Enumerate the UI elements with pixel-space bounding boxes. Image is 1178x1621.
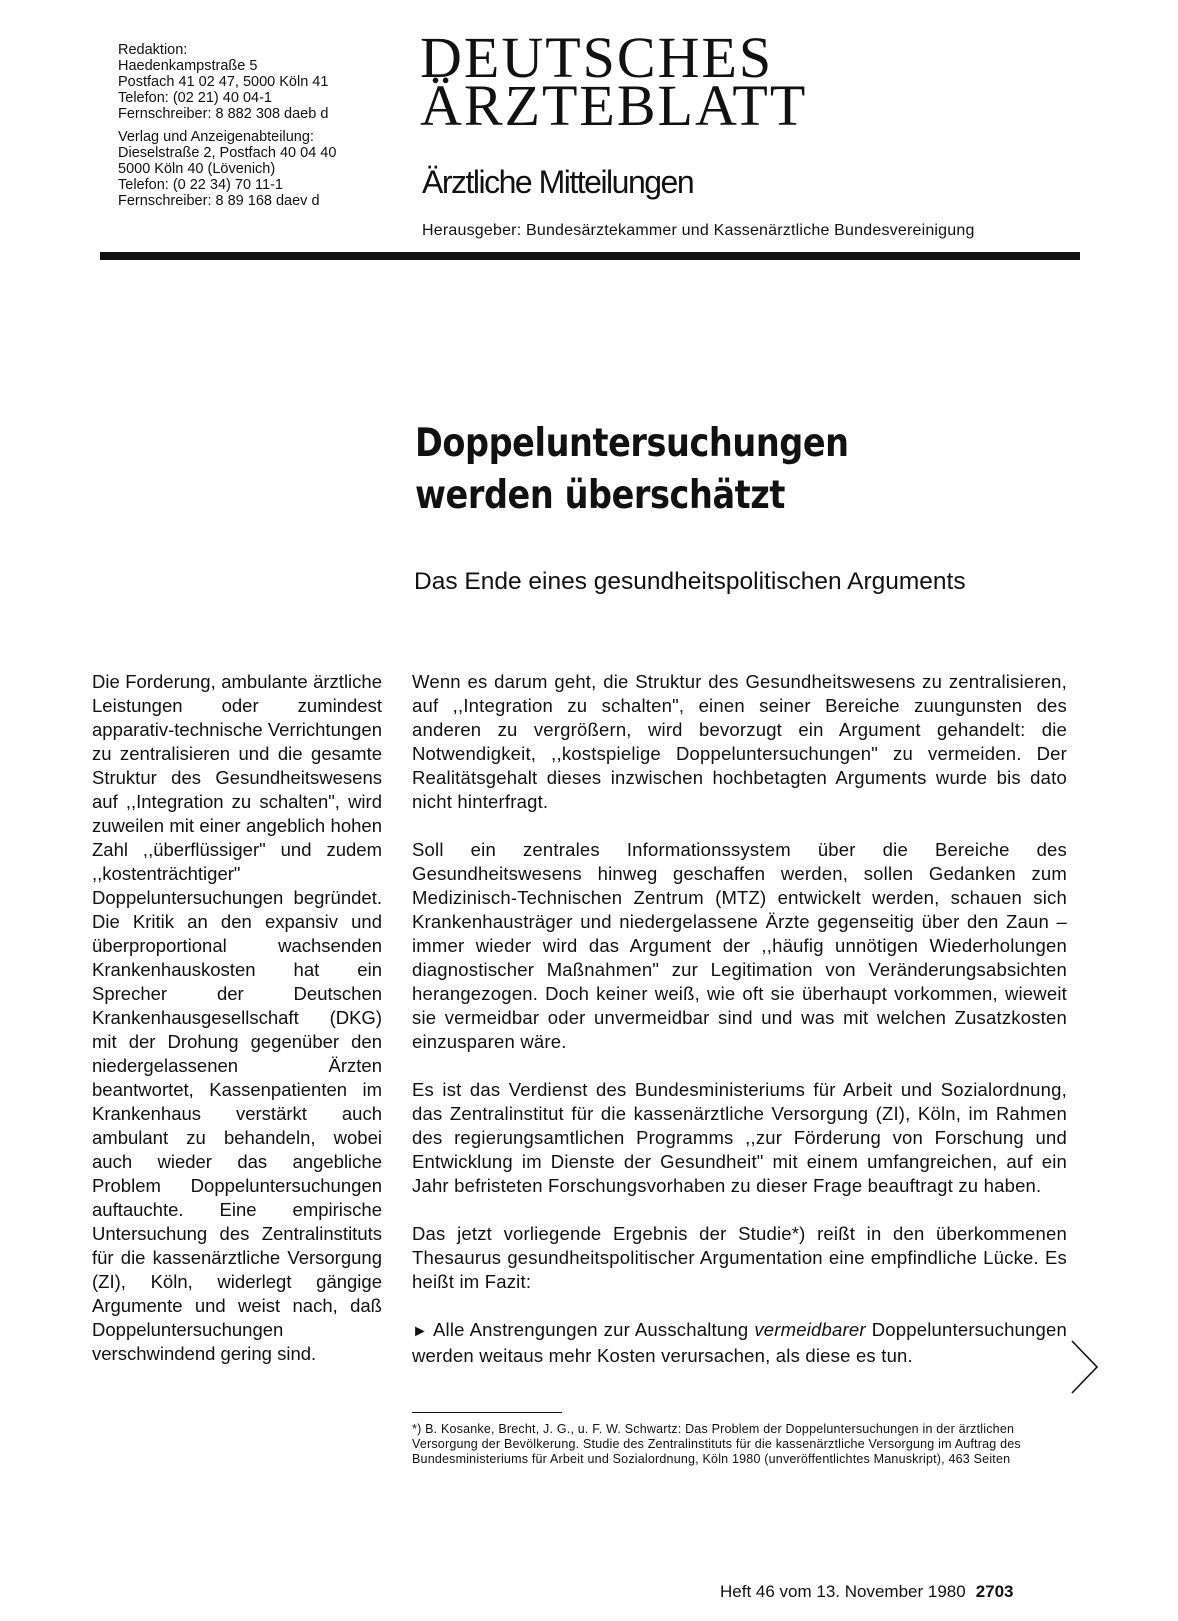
redaktion-line: Redaktion:: [118, 42, 188, 58]
body-paragraph: Das jetzt vorliegende Ergebnis der Studie*) reißt in den überkommenen Thesaurus gesundheitspolitischer Argumentation eine empfindliche Lücke. Es heißt im Fazit:: [412, 1223, 1067, 1292]
article-body: [412, 670, 1067, 1368]
redaktion-block: [118, 42, 418, 122]
masthead-contact: [118, 42, 418, 209]
page-footer: [720, 1582, 1014, 1602]
verlag-line: Telefon: (0 22 34) 70 11-1: [118, 177, 283, 193]
headline-line1: Doppeluntersuchungen: [415, 421, 849, 466]
redaktion-line: Postfach 41 02 47, 5000 Köln 41: [118, 74, 329, 90]
redaktion-line: Telefon: (02 21) 40 04-1: [118, 90, 272, 106]
journal-title-line2: ÄRZTEBLATT: [420, 73, 808, 138]
fazit-post: Doppeluntersuchungen werden weitaus mehr Kosten verursachen, als diese es tun.: [412, 1319, 1068, 1366]
body-paragraph: Soll ein zentrales Informationssystem über die Bereiche des Gesundheitswesens hinweg geschaffen werden, sollen Gedanken zum Medizinisch-Technischen Zentrum (MTZ) entwickelt werden, schauen sich Krankenhausträger und niedergelassene Ärzte gegenseitig über den Zaun – immer wieder wird das Argument der ,,häufig unnötigen Wiederholungen diagnostischer Maßnahmen" zur Legitimation von Veränderungsabsichten herangezogen. Doch keiner weiß, wie oft sie überhaupt vorkommen, wieweit sie vermeidbar oder unvermeidbar sind und was mit welchen Zusatzkosten einzusparen wäre.: [412, 839, 1067, 1052]
journal-title: [420, 25, 808, 138]
journal-publisher: Herausgeber: Bundesärztekammer und Kassenärztliche Bundesvereinigung: [422, 222, 975, 239]
journal-subtitle: Ärztliche Mitteilungen: [422, 164, 694, 200]
continue-arrow-icon: [1070, 1339, 1100, 1395]
triangle-bullet-icon: ►: [412, 1323, 429, 1340]
verlag-line: Fernschreiber: 8 89 168 daev d: [118, 193, 320, 209]
body-paragraph: Es ist das Verdienst des Bundesministeriums für Arbeit und Sozialordnung, das Zentralinstitut für die kassenärztliche Versorgung (ZI), Köln, im Rahmen des regierungsamtlichen Programms ,,zur Förderung von Forschung und Entwicklung im Dienste der Gesundheit" mit einem umfangreichen, auf ein Jahr befristeten Forschungsvorhaben zu dieser Frage beauftragt zu haben.: [412, 1079, 1067, 1196]
verlag-line: Verlag und Anzeigenabteilung:: [118, 129, 314, 145]
redaktion-line: Haedenkampstraße 5: [118, 58, 258, 74]
headline-line2: werden überschätzt: [415, 473, 785, 518]
verlag-block: [118, 129, 418, 209]
footnote: *) B. Kosanke, Brecht, J. G., u. F. W. Schwartz: Das Problem der Doppeluntersuchungen in der ärztlichen Versorgung der Bevölkerung. Studie des Zentralinstituts für die kassenärztliche Versorgung im Auftrag des Bundesministeriums für Arbeit und Sozialordnung, Köln 1980 (unveröffentlichtes Manuskript), 463 Seiten: [412, 1422, 1021, 1466]
fazit-pre: Alle Anstrengungen zur Ausschaltung: [433, 1319, 749, 1340]
masthead-rule: [100, 252, 1080, 260]
issue-info: Heft 46 vom 13. November 1980: [720, 1582, 966, 1601]
fazit-quote: [412, 1318, 1067, 1368]
footnote-rule: [412, 1412, 562, 1413]
body-paragraph: Wenn es darum geht, die Struktur des Gesundheitswesens zu zentralisieren, auf ,,Integration zu schalten", einen seiner Bereiche zuungunsten des anderen zu vergrößern, wird bevorzugt ein Argument gehandelt: die Notwendigkeit, ,,kostspielige Doppeluntersuchungen" zu vermeiden. Der Realitätsgehalt dieses inzwischen hochbetagten Arguments wurde bis dato nicht hinterfragt.: [412, 671, 1067, 812]
verlag-line: Dieselstraße 2, Postfach 40 04 40: [118, 145, 337, 161]
article-lead: Die Forderung, ambulante ärztliche Leistungen oder zumindest apparativ-technische Verrichtungen zu zentralisieren und die gesamte Struktur des Gesundheitswesens auf ,,Integration zu schalten", wird zuweilen mit einer angeblich hohen Zahl ,,überflüssiger" und zudem ,,kostenträchtiger" Doppeluntersuchungen begründet. Die Kritik an den expansiv und überproportional wachsenden Krankenhauskosten hat ein Sprecher der Deutschen Krankenhausgesellschaft (DKG) mit der Drohung gegenüber den niedergelassenen Ärzten beantwortet, Kassenpatienten im Krankenhaus verstärkt auch ambulant zu behandeln, wobei auch wieder das angebliche Problem Doppeluntersuchungen auftauchte. Eine empirische Untersuchung des Zentralinstituts für die kassenärztliche Versorgung (ZI), Köln, widerlegt gängige Argumente und weist nach, daß Doppeluntersuchungen verschwindend gering sind.: [92, 671, 383, 1364]
article-headline: [415, 418, 1017, 522]
page-number: 2703: [975, 1582, 1014, 1601]
fazit-emphasis: vermeidbarer: [754, 1319, 866, 1340]
verlag-line: 5000 Köln 40 (Lövenich): [118, 161, 276, 177]
journal-title-line1: DEUTSCHES: [420, 25, 774, 90]
article-deck: Das Ende eines gesundheitspolitischen Arguments: [414, 568, 966, 595]
redaktion-line: Fernschreiber: 8 882 308 daeb d: [118, 106, 329, 122]
